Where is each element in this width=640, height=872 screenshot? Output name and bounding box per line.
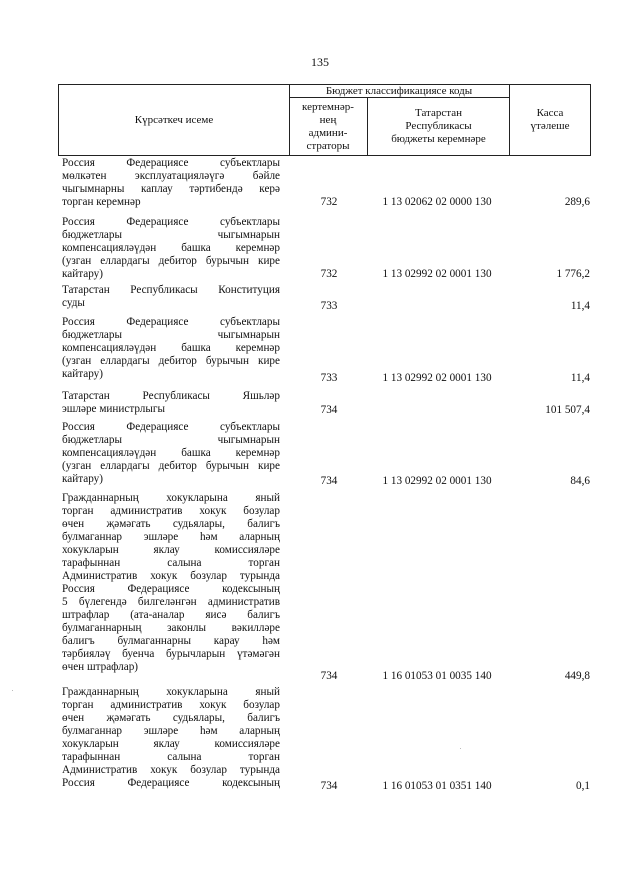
row-budget-code: 1 13 02992 02 0001 130 (382, 372, 492, 384)
row-name: Гражданнарның хокукларына яный торган административ хокук бозулар өчен җәмәгать судьялары, балигъ булмаганнар эшләре һәм аларның хокукларын яклау комиссияләре тарафыннан салына торган Административ хокук бозулар турында Россия Федерациясе кодексының (62, 686, 280, 789)
row-amount: 11,4 (570, 300, 590, 312)
row-name: Россия Федерациясе субъектлары бюджетлары чыгымнарын компенсацияләүдән башка керемнәр (узган еллардагы дебитор бурычын кире кайтару) (62, 421, 280, 485)
scan-speck (460, 748, 461, 749)
row-amount: 101 507,4 (545, 404, 590, 416)
row-admin-code: 732 (320, 268, 338, 280)
row-budget-code: 1 13 02992 02 0001 130 (382, 475, 492, 487)
scan-speck (12, 690, 13, 691)
row-name: Татарстан Республикасы Яшьләр эшләре министрлыгы (62, 390, 280, 415)
row-admin-code: 733 (320, 372, 338, 384)
row-name: Татарстан Республикасы Конституция суды (62, 284, 280, 309)
row-budget-code: 1 16 01053 01 0351 140 (382, 780, 492, 792)
row-budget-code: 1 13 02062 02 0000 130 (382, 196, 492, 208)
header-cash-execution: Касса үтәлеше (530, 107, 570, 132)
row-amount: 0,1 (576, 780, 590, 792)
header-indicator-name: Күрсәткеч исеме (59, 85, 290, 155)
row-amount: 11,4 (570, 372, 590, 384)
row-amount: 449,8 (564, 670, 590, 682)
page-number: 135 (311, 55, 329, 69)
header-budget-codes: Бюджет классификациясе коды (289, 85, 510, 98)
row-admin-code: 733 (320, 300, 338, 312)
row-admin-code: 734 (320, 780, 338, 792)
row-admin-code: 734 (320, 670, 338, 682)
header-administrator: кертемнәр- нең админи- страторы (289, 98, 368, 155)
row-admin-code: 734 (320, 475, 338, 487)
row-amount: 289,6 (564, 196, 590, 208)
row-name: Россия Федерациясе субъектлары бюджетлары чыгымнарын компенсацияләүдән башка керемнәр (узган еллардагы дебитор бурычын кире кайтару) (62, 216, 280, 280)
header-revenue: Татарстан Республикасы бюджеты керемнәре (368, 98, 510, 155)
row-name: Россия Федерациясе субъектлары мөлкәтен эксплуатацияләүгә бәйле чыгымнарны каплау тәртибендә керә торган керемнәр (62, 157, 280, 208)
row-budget-code: 1 13 02992 02 0001 130 (382, 268, 492, 280)
row-admin-code: 734 (320, 404, 338, 416)
row-name: Россия Федерациясе субъектлары бюджетлары чыгымнарын компенсацияләүдән башка керемнәр (узган еллардагы дебитор бурычын кире кайтару) (62, 316, 280, 380)
table-header (58, 84, 591, 156)
row-budget-code: 1 16 01053 01 0035 140 (382, 670, 492, 682)
row-amount: 84,6 (570, 475, 590, 487)
row-name: Гражданнарның хокукларына яный торган административ хокук бозулар өчен җәмәгать судьялары, балигъ булмаганнар эшләре һәм аларның хокукларын яклау комиссияләре тарафыннан салына торган Административ хокук бозулар турында Россия Федерациясе кодексының 5 бүлегендә билгеләнгән административ штрафлар (ата-аналар яисә балигъ булмаганнарның законлы вәкилләре балигъ булмаганнарны карау һәм тәрбияләү буенча бурычларын үтәмәгән өчен штрафлар) (62, 492, 280, 673)
row-admin-code: 732 (320, 196, 338, 208)
row-amount: 1 776,2 (556, 268, 590, 280)
